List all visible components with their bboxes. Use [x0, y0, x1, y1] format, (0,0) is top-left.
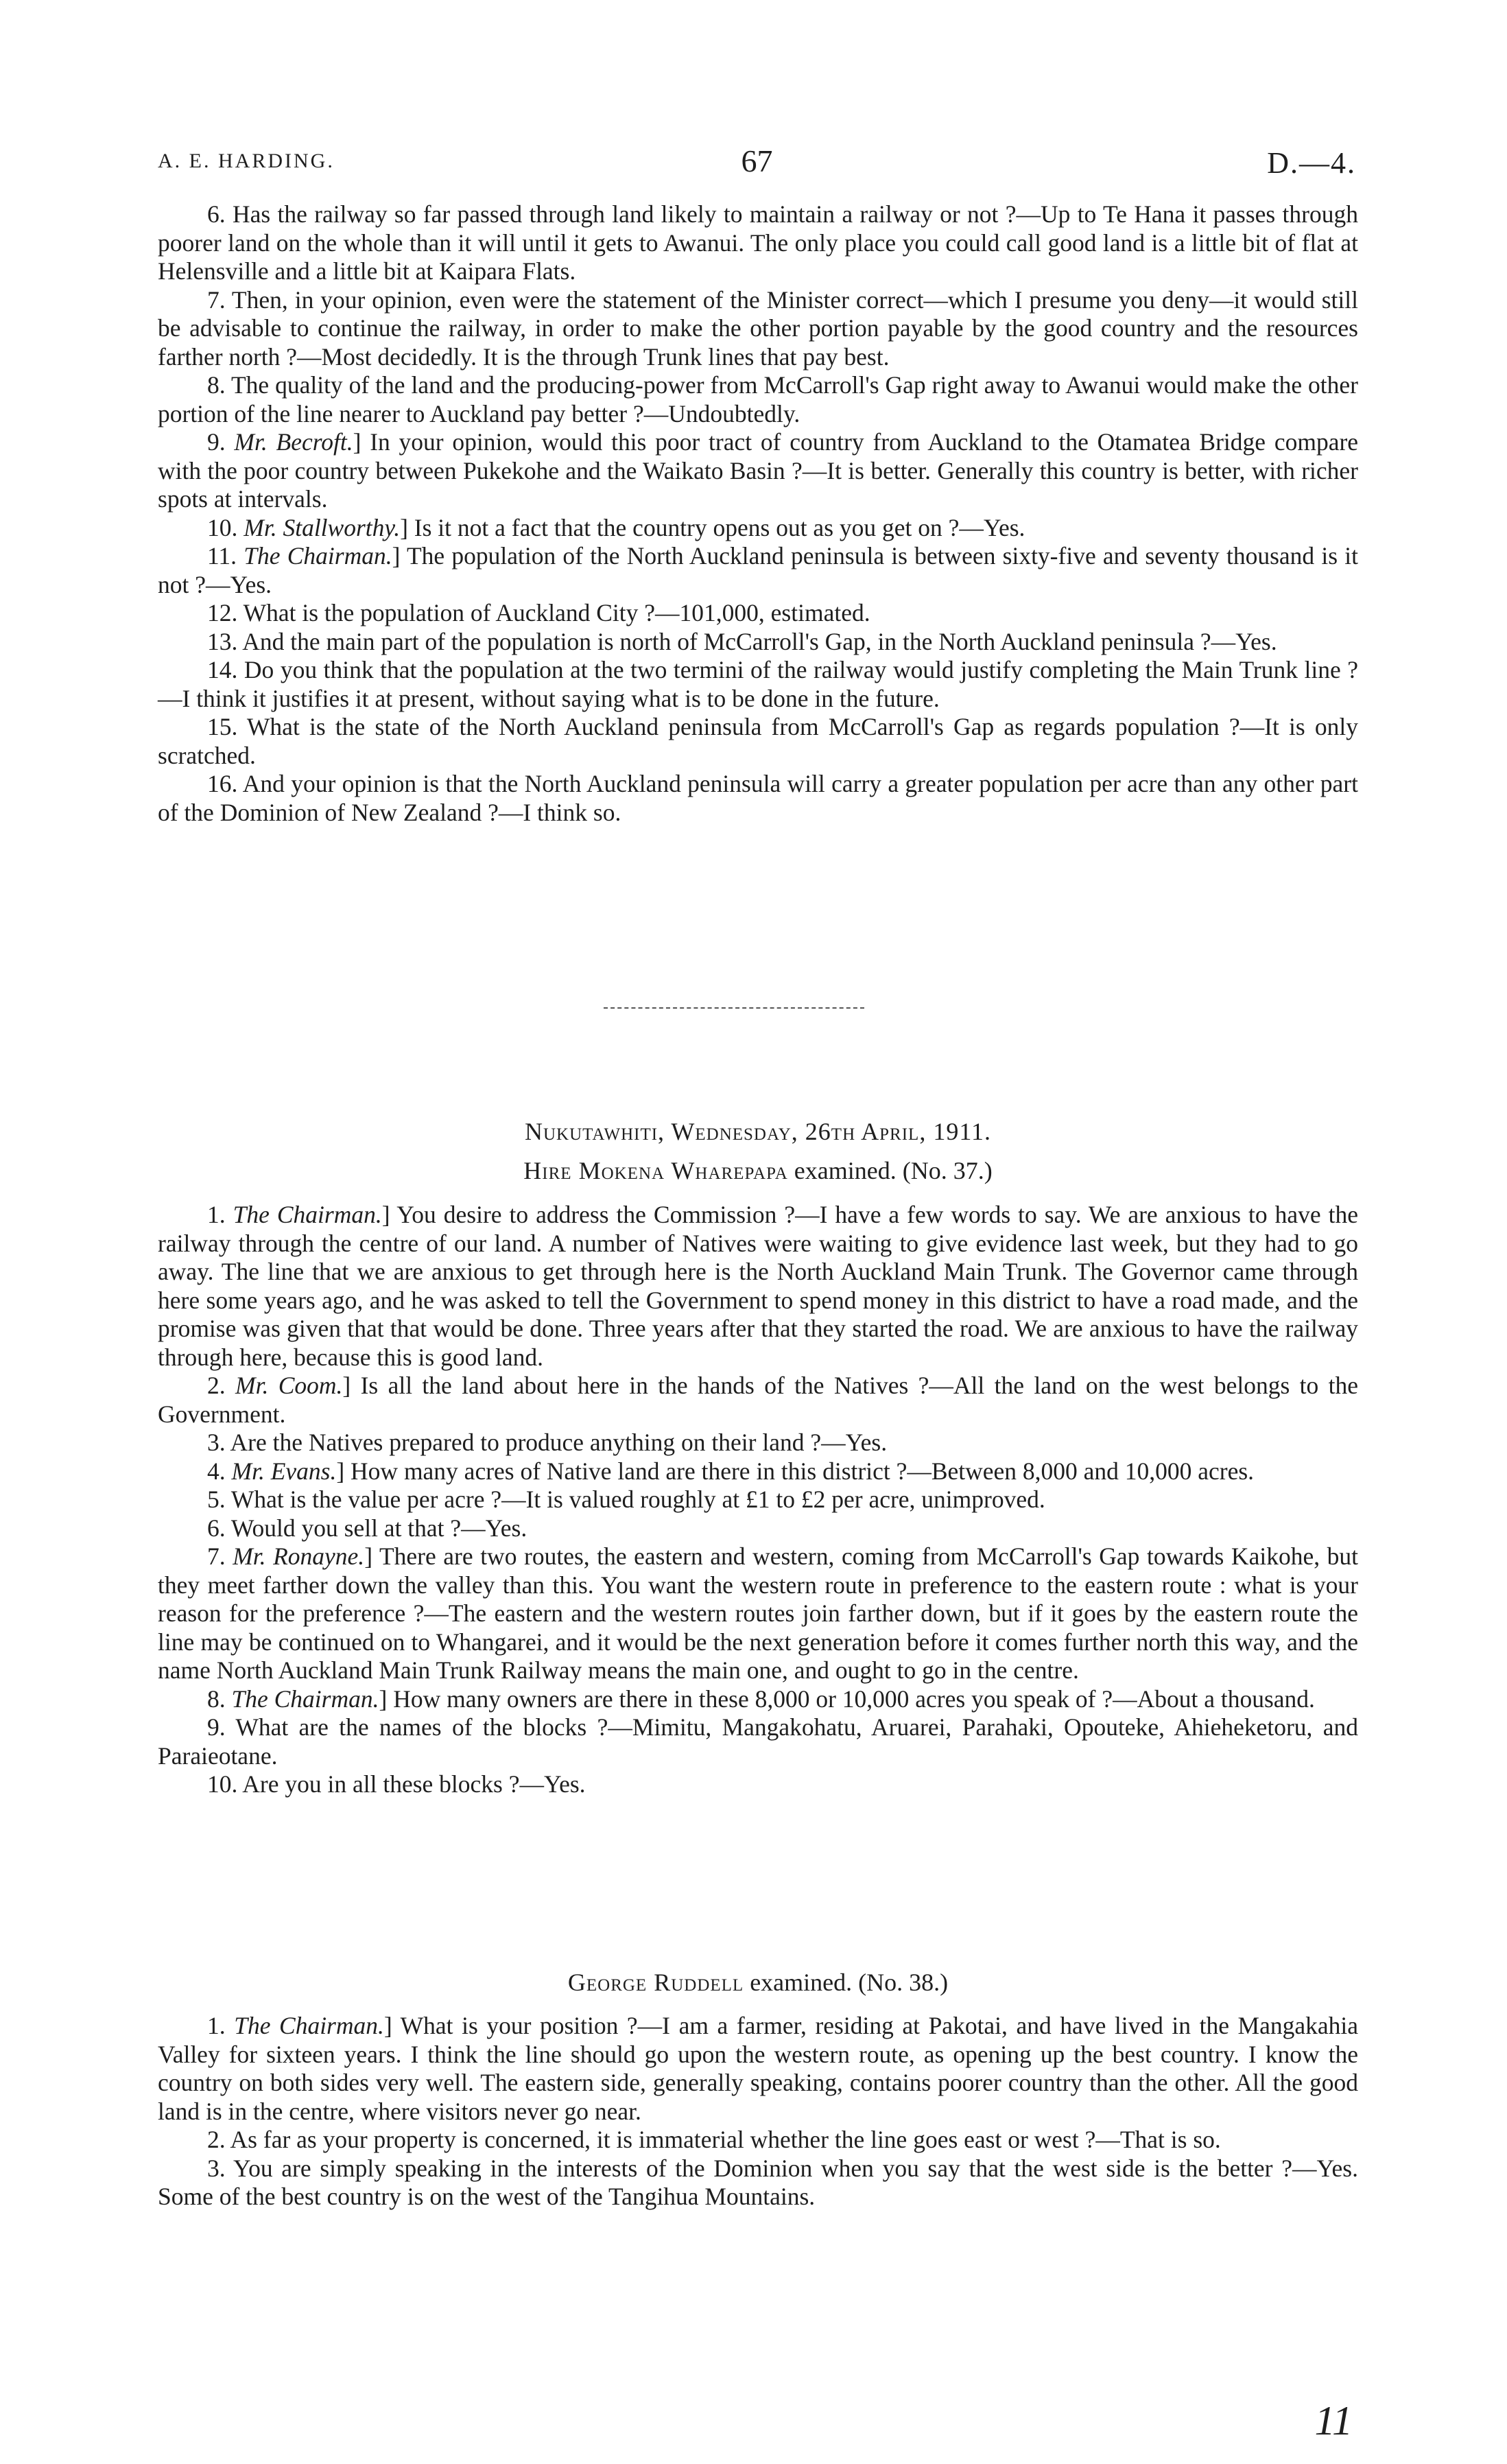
- paragraph: 7. Mr. Ronayne.] There are two routes, the eastern and western, coming from McCarroll's Gap towards Kaikohe, but they meet farther down the valley than this. You want the western route in preference to the eastern route : what is your reason for the preference ?—The eastern and the western routes join farther down, but if it goes by the eastern route the line may be continued on to Whangarei, and it would be the next generation before it comes further north this way, and the name North Auckland Main Trunk Railway means the main one, and ought to go in the centre.: [158, 1542, 1359, 1684]
- paragraph: 10. Are you in all these blocks ?—Yes.: [207, 1770, 586, 1798]
- paragraph: 1. The Chairman.] You desire to address the Commission ?—I have a few words to say. We are anxious to have the railway through the centre of our land. A number of Natives were waiting to give evidence last week, but they had to go away. The line that we are anxious to get through here is the North Auckland Main Trunk. The Governor came through here some years ago, and he was asked to tell the Government to spend money in this district to have a road made, and the promise was given that that would be done. Three years after that they started the road. We are anxious to have the railway through here, because this is good land.: [158, 1201, 1359, 1371]
- witness-heading: [158, 1156, 1358, 1185]
- witness-name: George Ruddell: [567, 1969, 744, 1996]
- paragraph: 2. As far as your property is concerned, it is immaterial whether the line goes east or west ?—That is so.: [207, 2126, 1221, 2153]
- speaker-name: Mr. Evans.: [231, 1457, 337, 1485]
- speaker-name: The Chairman.: [244, 542, 392, 570]
- section-ruddell-evidence: [158, 2012, 1358, 2211]
- section-divider: [604, 1007, 864, 1009]
- paragraph: 10. Mr. Stallworthy.] Is it not a fact that the country opens out as you get on ?—Yes.: [207, 513, 1025, 541]
- paragraph: 3. You are simply speaking in the interests of the Dominion when you say that the west side is the better ?—Yes. Some of the best country is on the west of the Tangihua Mountains.: [158, 2154, 1358, 2210]
- speaker-name: Mr. Becroft.: [234, 428, 353, 456]
- paragraph: 14. Do you think that the population at the two termini of the railway would justify completing the Main Trunk line ?—I think it justifies it at present, without saying what is to be done in the future.: [158, 656, 1358, 712]
- paragraph: 11. The Chairman.] The population of the North Auckland peninsula is between sixty-five and seventy thousand is it not ?—Yes.: [158, 542, 1358, 598]
- paragraph: 5. What is the value per acre ?—It is valued roughly at £1 to £2 per acre, unimproved.: [207, 1486, 1045, 1513]
- paragraph: 1. The Chairman.] What is your position ?—I am a farmer, residing at Pakotai, and have lived in the Mangakahia Valley for sixteen years. I think the line should go upon the western route, as opening up the best country. I know the country on both sides very well. The eastern side, generally speaking, contains poorer country than the other. All the good land is in the centre, where visitors never go near.: [158, 2012, 1359, 2125]
- speaker-name: Mr. Stallworthy.: [244, 513, 401, 541]
- paragraph: 15. What is the state of the North Auckland peninsula from McCarroll's Gap as regards population ?—It is only scratched.: [158, 713, 1358, 769]
- examined-label: examined. (No. 37.): [794, 1157, 993, 1184]
- section-wharepapa-evidence: [158, 1201, 1358, 1799]
- paragraph: 12. What is the population of Auckland City ?—101,000, estimated.: [207, 599, 870, 626]
- speaker-name: Mr. Coom.: [235, 1372, 343, 1399]
- page-header: [158, 143, 1356, 184]
- speaker-name: The Chairman.: [231, 1685, 379, 1713]
- paragraph: 4. Mr. Evans.] How many acres of Native land are there in this district ?—Between 8,000 and 10,000 acres.: [207, 1457, 1255, 1485]
- page-corner-mark: 11: [1314, 2398, 1353, 2443]
- speaker-name: The Chairman.: [233, 1201, 382, 1228]
- paragraph: 6. Has the railway so far passed through land likely to maintain a railway or not ?—Up to Te Hana it passes through poorer land on the whole than it will until it gets to Awanui. The only place you could call good land is a little bit of flat at Helensville and a little bit at Kaipara Flats.: [158, 200, 1358, 285]
- section-harding-evidence: [158, 200, 1358, 827]
- paragraph: 8. The Chairman.] How many owners are there in these 8,000 or 10,000 acres you speak of ?—About a thousand.: [207, 1685, 1315, 1713]
- paragraph: 7. Then, in your opinion, even were the statement of the Minister correct—which I presume you deny—it would still be advisable to continue the railway, in order to make the other portion payable by the good country and the resources farther north ?—Most decidedly. It is the through Trunk lines that pay best.: [158, 285, 1358, 371]
- paragraph: 9. Mr. Becroft.] In your opinion, would this poor tract of country from Auckland to the Otamatea Bridge compare with the poor country between Pukekohe and the Waikato Basin ?—It is better. Generally this country is better, with richer spots at intervals.: [158, 428, 1359, 513]
- paragraph: 2. Mr. Coom.] Is all the land about here in the hands of the Natives ?—All the land on the west belongs to the Government.: [158, 1372, 1359, 1428]
- witness-name: Hire Mokena Wharepapa: [523, 1157, 788, 1184]
- speaker-name: Mr. Ronayne.: [233, 1542, 365, 1570]
- header-witness-name: A. E. HARDING.: [158, 150, 335, 172]
- paragraph: 6. Would you sell at that ?—Yes.: [207, 1514, 527, 1542]
- paragraph: 3. Are the Natives prepared to produce anything on their land ?—Yes.: [207, 1429, 888, 1456]
- paragraph: 8. The quality of the land and the producing-power from McCarroll's Gap right away to Awanui would make the other portion of the line nearer to Auckland pay better ?—Undoubtedly.: [158, 371, 1358, 427]
- paragraph: 16. And your opinion is that the North Auckland peninsula will carry a greater population per acre than any other part of the Dominion of New Zealand ?—I think so.: [158, 770, 1358, 826]
- sitting-heading: Nukutawhiti, Wednesday, 26th April, 1911.: [525, 1118, 991, 1145]
- speaker-name: The Chairman.: [234, 2012, 384, 2039]
- document-reference: D.—4.: [1267, 146, 1356, 180]
- page-number: 67: [741, 143, 773, 178]
- paragraph: 13. And the main part of the population is north of McCarroll's Gap, in the North Auckland peninsula ?—Yes.: [207, 627, 1277, 655]
- examined-label: examined. (No. 38.): [750, 1969, 949, 1996]
- witness-heading: [158, 1968, 1358, 1997]
- paragraph: 9. What are the names of the blocks ?—Mimitu, Mangakohatu, Aruarei, Parahaki, Opouteke, Ahieheketoru, and Paraieotane.: [158, 1713, 1358, 1770]
